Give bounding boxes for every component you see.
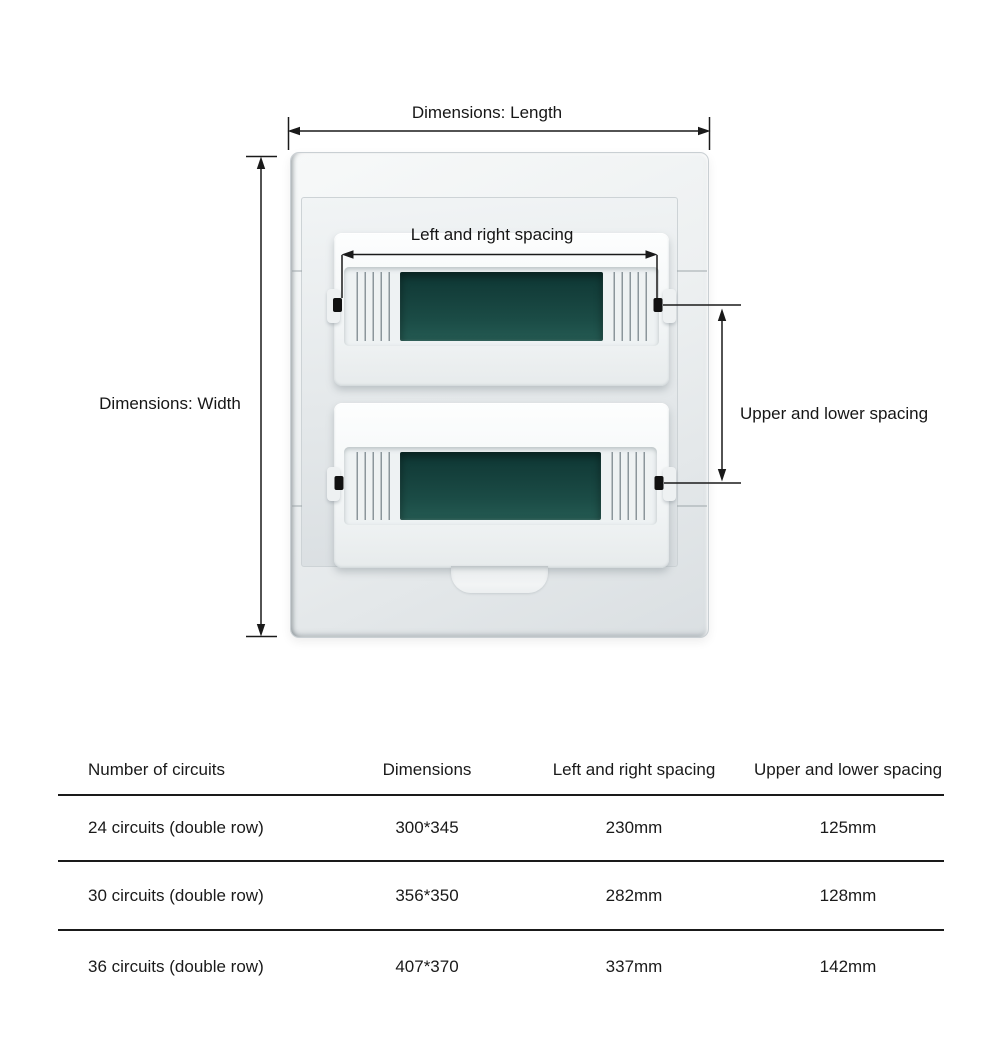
cell-circuits: 30 circuits (double row) <box>88 885 264 905</box>
spec-table-header-row <box>58 746 944 796</box>
cell-dimensions: 407*370 <box>395 957 459 976</box>
col-header-dimensions: Dimensions <box>382 760 472 779</box>
table-row <box>58 931 944 1003</box>
cell-ul-spacing: 125mm <box>819 818 877 837</box>
cell-lr-spacing: 230mm <box>605 818 663 837</box>
cell-dimensions: 300*345 <box>395 818 459 837</box>
cell-circuits: 24 circuits (double row) <box>88 818 264 837</box>
col-header-lr-spacing: Left and right spacing <box>552 760 716 779</box>
cell-dimensions: 356*350 <box>395 885 459 905</box>
mount-point-markers <box>333 298 664 490</box>
label-upper-lower-spacing: Upper and lower spacing <box>740 404 929 423</box>
arrowheads <box>257 127 726 637</box>
cell-ul-spacing: 128mm <box>819 885 877 905</box>
label-left-right-spacing: Left and right spacing <box>410 225 574 244</box>
cell-ul-spacing: 142mm <box>819 957 877 976</box>
col-header-ul-spacing: Upper and lower spacing <box>753 760 943 779</box>
table-row <box>58 862 944 931</box>
spec-table <box>58 746 944 1003</box>
label-dimensions-length: Dimensions: Length <box>411 103 563 122</box>
cell-lr-spacing: 337mm <box>605 957 663 976</box>
col-header-circuits: Number of circuits <box>88 760 225 779</box>
table-row <box>58 796 944 862</box>
label-dimensions-width: Dimensions: Width <box>99 394 241 413</box>
cell-lr-spacing: 282mm <box>605 885 663 905</box>
cell-circuits: 36 circuits (double row) <box>88 957 264 976</box>
